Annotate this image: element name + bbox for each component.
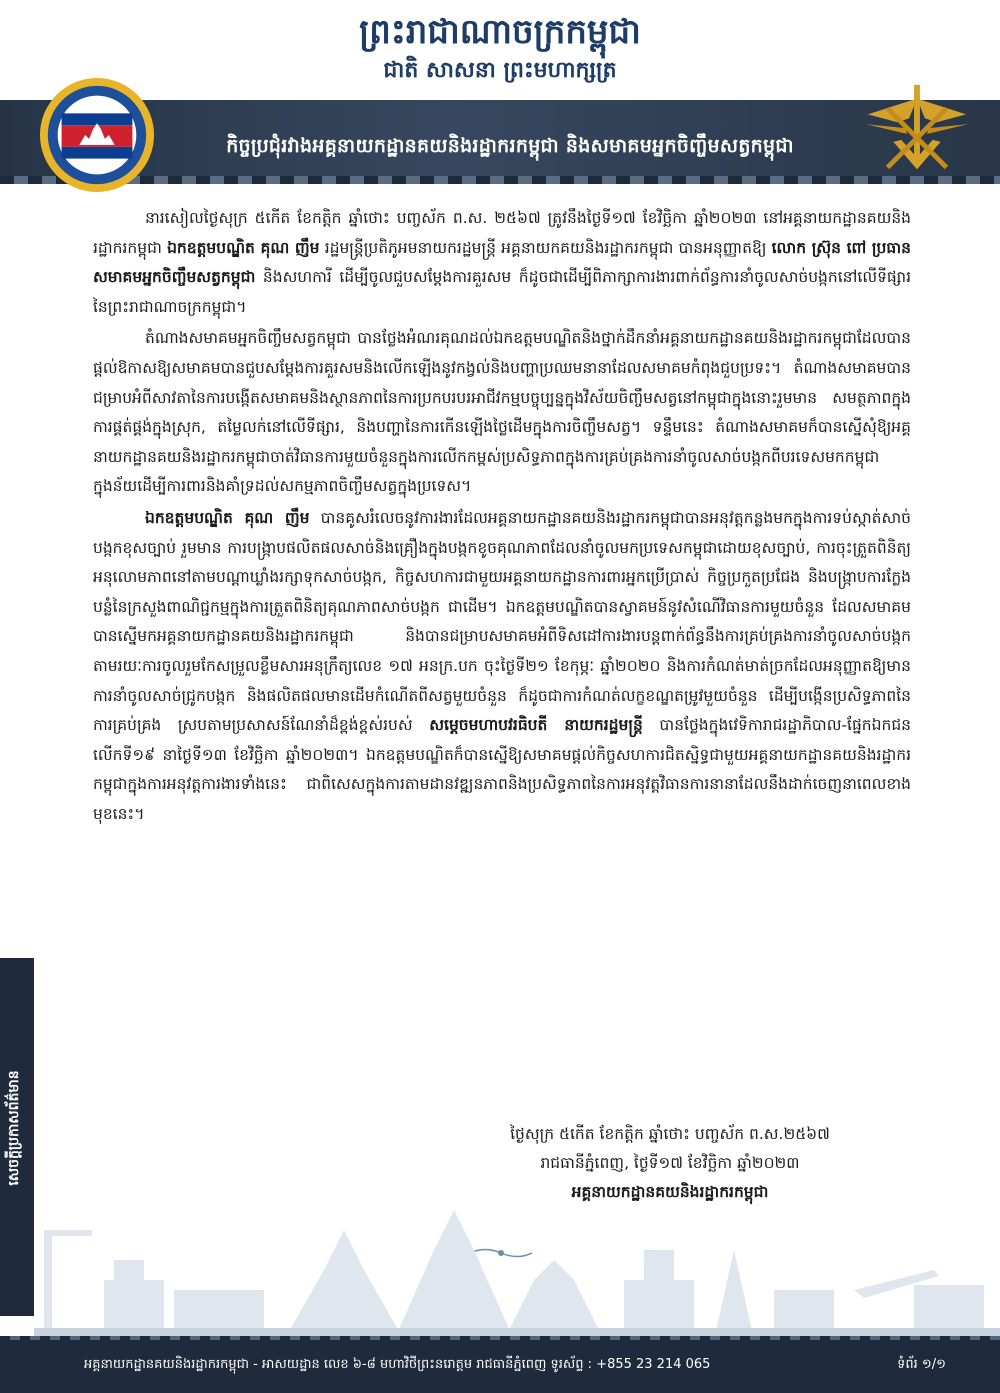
customs-emblem-icon: [38, 76, 156, 194]
press-release-body: [93, 204, 911, 831]
issuing-organization: អគ្គនាយកដ្ឋានគយនិងរដ្ឋាករកម្ពុជា: [571, 1183, 769, 1201]
city-skyline-icon: [34, 1190, 1000, 1340]
banner-title: កិច្ចប្រជុំរវាងអគ្គនាយកដ្ឋានគយនិងរដ្ឋាករកម្ពុជា និងសមាគមអ្នកចិញ្ចឹមសត្វកម្ពុជា: [226, 135, 794, 157]
national-motto: ជាតិ សាសនា ព្រះមហាក្សត្រ: [383, 57, 617, 83]
lunar-date: ថ្ងៃសុក្រ ៥កើត ខែកត្តិក ឆ្នាំថោះ បញ្ចស័ក ព.ស.២៥៦៧: [510, 1125, 830, 1143]
side-tab-label: សេចក្តីប្រកាសព័ត៌មាន: [6, 1070, 22, 1186]
minister-name: ឯកឧត្តមបណ្ឌិត គុណ ញឹម: [167, 238, 320, 257]
prime-minister-title: សម្តេចមហាបវរធិបតី នាយករដ្ឋមន្ត្រី: [429, 716, 643, 735]
winged-anchor-emblem-icon: [858, 78, 976, 190]
association-president: លោក ស៊្រុន ពៅ ប្រធានសមាគមអ្នកចិញ្ចឹមសត្វកម្ពុជា: [93, 238, 911, 287]
paragraph-3: ឯកឧត្តមបណ្ឌិត គុណ ញឹម បានគូសរំលេចនូវការងារដែលអគ្គនាយកដ្ឋានគយនិងរដ្ឋាករកម្ពុជាបានអនុវត្តកន្លងមកក្នុងការទប់ស្កាត់សាច់បង្កកខុសច្បាប់ រួមមាន ការបង្ក្រាបផលិតផលសាច់និងគ្រឿងក្នុងបង្កកខូចគុណភាពដែលនាំចូលមកប្រទេសកម្ពុជាដោយខុសច្បាប់, ការចុះត្រួតពិនិត្យអនុលោមភាពនៅតាមបណ្តាឃ្លាំងរក្សាទុកសាច់បង្កក, កិច្ចសហការជាមួយអគ្គនាយកដ្ឋានការពារអ្នកប្រើប្រាស់ កិច្ចប្រកួតប្រជែង និងបង្ក្រាបការក្លែងបន្លំនៃក្រសួងពាណិជ្ជកម្មក្នុងការត្រួតពិនិត្យគុណភាពសាច់បង្កក ជាដើម។ ឯកឧត្តមបណ្ឌិតបានស្វាគមន៍នូវសំណើវិធានការមួយចំនួន ដែលសមាគមបានស្នើមកអគ្គនាយកដ្ឋានគយនិងរដ្ឋាករកម្ពុជា និងបានជម្រាបសមាគមអំពីទិសដៅការងារបន្តពាក់ព័ន្ធនឹងការគ្រប់គ្រងការនាំចូលសាច់បង្កកតាមរយៈការចូលរួមកែសម្រួលខ្លឹមសារអនុក្រឹត្យលេខ ១៧ អនក្រ.បក ចុះថ្ងៃទី២១ ខែកុម្ភៈ ឆ្នាំ២០២០ និងការកំណត់មាត់ច្រកដែលអនុញ្ញាតឱ្យមានការនាំចូលសាច់ជ្រូកបង្កក និងផលិតផលមានដើមកំណើតពីសត្វមួយចំនួន ក៏ដូចជាការកំណត់លក្ខខណ្ឌតម្រូវមួយចំនួន ដើម្បីបង្កើនប្រសិទ្ធភាពនៃការគ្រប់គ្រង ស្របតាមប្រសាសន៍ណែនាំដ៏ខ្ពង់ខ្ពស់របស់ សម្តេចមហាបវរធិបតី នាយករដ្ឋមន្ត្រី បានថ្លែងក្នុងវេទិការាជរដ្ឋាភិបាល-ផ្នែកឯកជនលើកទី១៩ នាថ្ងៃទី១៣ ខែវិច្ឆិកា ឆ្នាំ២០២៣។ ឯកឧត្តមបណ្ឌិតក៏បានស្នើឱ្យសមាគមផ្តល់កិច្ចសហការជិតស្និទ្ធជាមួយអគ្គនាយកដ្ឋានគយនិងរដ្ឋាករកម្ពុជាក្នុងការអនុវត្តការងារទាំងនេះ ជាពិសេសក្នុងការតាមដានវឌ្ឍនភាពនិងប្រសិទ្ធភាពនៃការអនុវត្តវិធានការនានាដែលនឹងដាក់ចេញនាពេលខាងមុខនេះ។: [93, 508, 911, 823]
place-date: រាជធានីភ្នំពេញ, ថ្ងៃទី១៧ ខែវិច្ឆិកា ឆ្នាំ២០២៣: [540, 1154, 800, 1172]
page-number: ទំព័រ ១/១: [897, 1357, 946, 1372]
paragraph-1: នារសៀលថ្ងៃសុក្រ ៥កើត ខែកត្តិក ឆ្នាំថោះ បញ្ចស័ក ព.ស. ២៥៦៧ ត្រូវនឹងថ្ងៃទី១៧ ខែវិច្ឆិកា ឆ្នាំ២០២៣ នៅអគ្គនាយកដ្ឋានគយនិងរដ្ឋាករកម្ពុជា ឯកឧត្តមបណ្ឌិត គុណ ញឹម រដ្ឋមន្ត្រីប្រតិភូអមនាយករដ្ឋមន្ត្រី អគ្គនាយកគយនិងរដ្ឋាករកម្ពុជា បានអនុញ្ញាតឱ្យ លោក ស៊្រុន ពៅ ប្រធានសមាគមអ្នកចិញ្ចឹមសត្វកម្ពុជា និងសហការី ដើម្បីចូលជួបសម្តែងការគួរសម ក៏ដូចជាដើម្បីពិភាក្សាការងារពាក់ព័ន្ធការនាំចូលសាច់បង្កកនៅលើទីផ្សារនៃព្រះរាជាណាចក្រកម្ពុជា។: [93, 209, 911, 316]
kingdom-heading: ព្រះរាជាណាចក្រកម្ពុជា: [359, 12, 641, 52]
minister-name: ឯកឧត្តមបណ្ឌិត គុណ ញឹម: [145, 508, 310, 527]
paragraph-2: តំណាងសមាគមអ្នកចិញ្ចឹមសត្វកម្ពុជា បានថ្លែងអំណរគុណដល់ឯកឧត្តមបណ្ឌិតនិងថ្នាក់ដឹកនាំអគ្គនាយកដ្ឋានគយនិងរដ្ឋាករកម្ពុជាដែលបានផ្តល់ឱកាសឱ្យសមាគមបានជួបសម្តែងការគួរសមនិងលើកឡើងនូវកង្វល់និងបញ្ហាប្រឈមនានាដែលសមាគមកំពុងជួបប្រទះ។ តំណាងសមាគមបានជម្រាបអំពីសាវតានៃការបង្កើតសមាគមនិងស្ថានភាពនៃការប្រកបរបរអាជីវកម្មបច្ចុប្បន្នក្នុងវិស័យចិញ្ចឹមសត្វនៅកម្ពុជាក្នុងនោះរួមមាន សមត្ថភាពក្នុងការផ្គត់ផ្គង់ក្នុងស្រុក, តម្លៃលក់នៅលើទីផ្សារ, និងបញ្ហានៃការកើនឡើងថ្លៃដើមក្នុងការចិញ្ចឹមសត្វ។ ទន្ទឹមនេះ តំណាងសមាគមក៏បានស្នើសុំឱ្យអគ្គនាយកដ្ឋានគយនិងរដ្ឋាករកម្ពុជាចាត់វិធានការមួយចំនួនក្នុងការលើកកម្ពស់ប្រសិទ្ធភាពក្នុងការគ្រប់គ្រងការនាំចូលសាច់បង្កកពីបរទេសមកកម្ពុជា ក្នុងន័យដើម្បីការពារនិងគាំទ្រដល់សកម្មភាពចិញ្ចឹមសត្វក្នុងប្រទេស។: [93, 329, 911, 496]
side-tab: [0, 958, 34, 1316]
footer-address: អគ្គនាយកដ្ឋានគយនិងរដ្ឋាករកម្ពុជា - អាសយដ្ឋាន លេខ ៦-៨ មហាវិថីព្រះនរោត្តម រាជធានីភ្នំពេញ ទូរស័ព្ទ : +855 23 214 065: [84, 1357, 711, 1372]
